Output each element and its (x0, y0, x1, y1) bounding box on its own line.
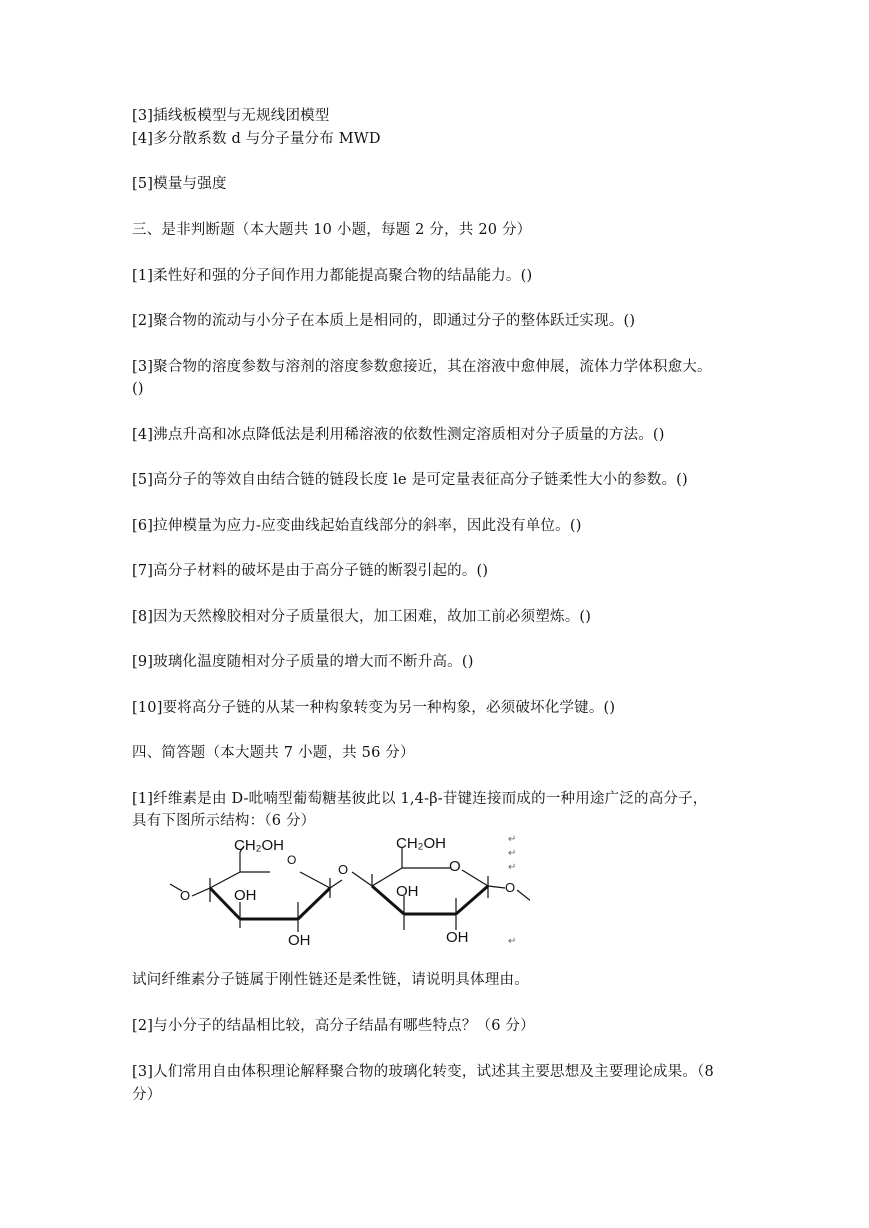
ring2-o-label: O (449, 858, 461, 875)
section-4-heading: 四、简答题（本大题共 7 小题，共 56 分） (132, 745, 415, 761)
tf-item-1: [1]柔性好和强的分子间作用力都能提高聚合物的结晶能力。() (132, 268, 533, 284)
tf-item-8: [8]因为天然橡胶相对分子质量很大，加工困难，故加工前必须塑炼。() (132, 609, 592, 625)
qa-item-2: [2]与小分子的结晶相比较，高分子结晶有哪些特点？（6 分） (132, 1018, 535, 1034)
qa-item-1-question: 试问纤维素分子链属于刚性链还是柔性链，请说明具体理由。 (132, 972, 529, 988)
tf-item-7: [7]高分子材料的破坏是由于高分子链的断裂引起的。() (132, 563, 489, 579)
qa-item-3: [3]人们常用自由体积理论解释聚合物的玻璃化转变，试述其主要思想及主要理论成果。（8 (132, 1064, 714, 1080)
line-5-modulus-strength: [5]模量与强度 (132, 176, 227, 192)
ring2-ch2oh-label: CH₂OH (396, 835, 446, 852)
ring2-oh-bottom-label: OH (446, 929, 469, 946)
cellulose-structure-figure (160, 828, 530, 954)
para-mark-1: ↵ (508, 834, 517, 845)
tf-item-3-cont: () (132, 381, 144, 397)
qa-item-1: [1]纤维素是由 D-吡喃型葡萄糖基彼此以 1,4-β-苷键连接而成的一种用途广泛的高分子， (132, 791, 708, 807)
para-mark-4: ↵ (508, 936, 517, 947)
ring2-oh-left-label: OH (396, 883, 419, 900)
right-linker-o-label: O (505, 880, 516, 895)
tf-item-4: [4]沸点升高和冰点降低法是利用稀溶液的依数性测定溶质相对分子质量的方法。() (132, 427, 665, 443)
tf-item-6: [6]拉伸模量为应力-应变曲线起始直线部分的斜率，因此没有单位。() (132, 518, 582, 534)
tf-item-2: [2]聚合物的流动与小分子在本质上是相同的，即通过分子的整体跃迁实现。() (132, 313, 636, 329)
ring1-o-label: O (287, 853, 297, 867)
para-mark-2: ↵ (508, 848, 517, 859)
ring1-oh-left-label: OH (234, 887, 257, 904)
section-3-heading: 三、是非判断题（本大题共 10 小题，每题 2 分，共 20 分） (132, 222, 532, 238)
line-4-polydispersity: [4]多分散系数 d 与分子量分布 MWD (132, 131, 381, 147)
line-3-pegboard-model: [3]插线板模型与无规线团模型 (132, 108, 330, 124)
tf-item-3: [3]聚合物的溶度参数与溶剂的溶度参数愈接近，其在溶液中愈伸展，流体力学体积愈大。 (132, 359, 712, 375)
qa-item-3-cont: 分） (132, 1087, 162, 1103)
tf-item-10: [10]要将高分子链的从某一种构象转变为另一种构象，必须破坏化学键。() (132, 700, 616, 716)
ring1-ch2oh-label: CH₂OH (234, 837, 284, 854)
qa-item-1-cont: 具有下图所示结构：（6 分） (132, 813, 316, 829)
mid-linker-o-label: O (338, 862, 349, 877)
para-mark-3: ↵ (508, 862, 517, 873)
left-linker-o-label: O (180, 888, 191, 903)
tf-item-5: [5]高分子的等效自由结合链的链段长度 le 是可定量表征高分子链柔性大小的参数。() (132, 472, 688, 488)
ring1-oh-bottom-label: OH (288, 932, 311, 949)
tf-item-9: [9]玻璃化温度随相对分子质量的增大而不断升高。() (132, 654, 474, 670)
